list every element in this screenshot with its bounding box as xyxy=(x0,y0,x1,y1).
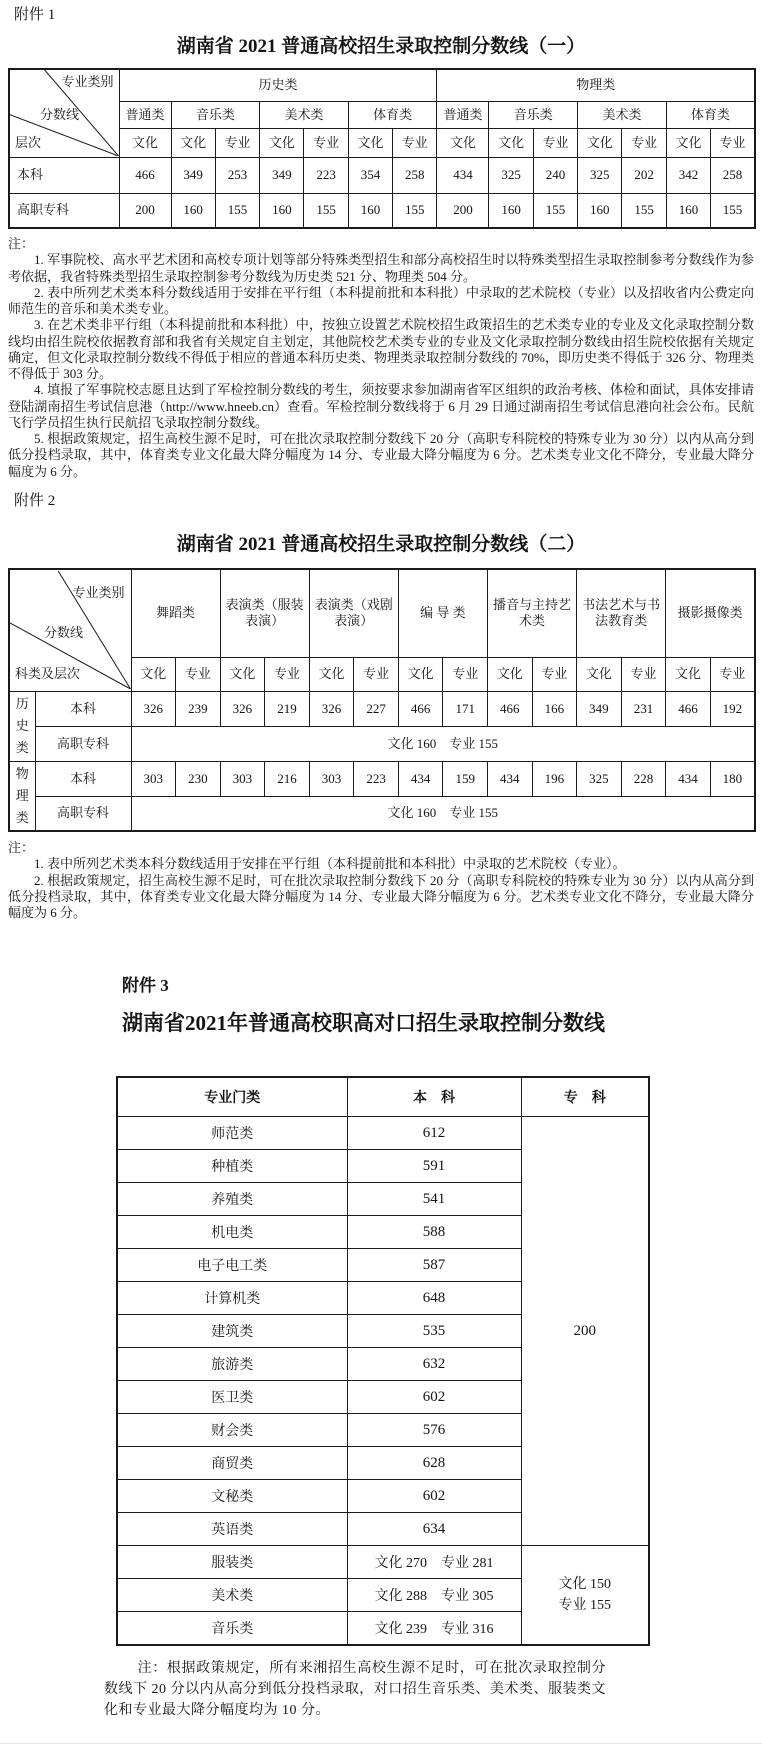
table2-category-header-row xyxy=(9,569,755,657)
score-cell: 434 xyxy=(398,761,443,796)
score-cell: 180 xyxy=(710,761,755,796)
category-cell: 服装类 xyxy=(117,1546,347,1579)
table2-notes xyxy=(8,840,754,921)
leaf-header-culture: 文化 xyxy=(578,128,622,157)
attachment1-label: 附件 1 xyxy=(14,7,56,23)
corner-label-scoreline: 分数线 xyxy=(40,107,80,123)
leaf-header-major: 专业 xyxy=(215,128,259,157)
table1-undergraduate-row xyxy=(9,157,755,193)
score-cell: 612 xyxy=(347,1117,521,1150)
score-cell: 223 xyxy=(354,761,399,796)
group-label-history: 历史类 xyxy=(9,691,35,761)
score-cell: 349 xyxy=(171,157,215,193)
table2-physics-undergraduate-row xyxy=(9,761,755,796)
score-cell: 166 xyxy=(532,691,577,726)
leaf-header-culture: 文化 xyxy=(260,128,304,157)
score-cell: 303 xyxy=(131,761,176,796)
score-cell: 196 xyxy=(532,761,577,796)
score-cell: 文化 288 专业 305 xyxy=(347,1579,521,1612)
table3-note: 注：根据政策规定，所有来湘招生高校生源不足时，可在批次录取控制分数线下 20 分以内从高分到低分投档录取，对口招生音乐类、美术类、服装类文化和专业最大降分幅度均为 10 分。 xyxy=(104,1660,606,1718)
score-cell: 258 xyxy=(393,157,437,193)
group-header-physics: 物理类 xyxy=(437,69,755,101)
leaf-header-culture: 文化 xyxy=(666,128,710,157)
leaf-header-major: 专业 xyxy=(354,657,399,691)
category-cell: 美术类 xyxy=(117,1579,347,1612)
row-label-college: 高职专科 xyxy=(35,796,131,831)
leaf-header-culture: 文化 xyxy=(348,128,392,157)
college-art-merged-cell xyxy=(521,1546,649,1645)
diagonal-header xyxy=(10,70,119,156)
document-page xyxy=(0,6,762,1744)
table1-leaf-header-row xyxy=(9,128,755,157)
score-cell: 216 xyxy=(265,761,310,796)
score-cell: 602 xyxy=(347,1381,521,1414)
leaf-header-major: 专业 xyxy=(304,128,348,157)
score-cell: 160 xyxy=(489,193,533,228)
col-header-college: 专 科 xyxy=(521,1077,649,1117)
score-cell: 227 xyxy=(354,691,399,726)
diagonal-header xyxy=(10,571,131,689)
score-cell: 632 xyxy=(347,1348,521,1381)
score-cell: 434 xyxy=(488,761,533,796)
category-cell: 文秘类 xyxy=(117,1480,347,1513)
category-cell: 机电类 xyxy=(117,1216,347,1249)
score-cell: 326 xyxy=(131,691,176,726)
note-item-1: 1. 军事院校、高水平艺术团和高校专项计划等部分特殊类型招生和部分高校招生时以特殊类型招生录取控制参考分数线作为参考依据，我省特殊类型招生录取控制参考分数线为历史类 521 分、物理类 504 分。 xyxy=(8,252,754,284)
score-cell: 171 xyxy=(443,691,488,726)
subgroup-header-art: 美术类 xyxy=(578,101,667,128)
score-cell: 325 xyxy=(577,761,622,796)
score-cell: 349 xyxy=(260,157,304,193)
score-cell: 648 xyxy=(347,1282,521,1315)
score-cell: 200 xyxy=(437,193,489,228)
score-cell: 160 xyxy=(171,193,215,228)
score-cell: 602 xyxy=(347,1480,521,1513)
col-header-undergraduate: 本 科 xyxy=(347,1077,521,1117)
category-cell: 音乐类 xyxy=(117,1612,347,1645)
score-cell: 303 xyxy=(309,761,354,796)
score-cell: 591 xyxy=(347,1150,521,1183)
score-cell: 文化 270 专业 281 xyxy=(347,1546,521,1579)
category-cell: 建筑类 xyxy=(117,1315,347,1348)
leaf-header-major: 专业 xyxy=(393,128,437,157)
score-cell: 325 xyxy=(489,157,533,193)
score-table-3 xyxy=(116,1076,650,1646)
score-cell: 155 xyxy=(711,193,755,228)
score-cell: 634 xyxy=(347,1513,521,1546)
score-cell: 160 xyxy=(578,193,622,228)
col-header-category: 专业门类 xyxy=(117,1077,347,1117)
category-cell: 英语类 xyxy=(117,1513,347,1546)
table1-corner-cell xyxy=(9,69,119,157)
table1-group-header-row xyxy=(9,69,755,101)
notes-label: 注： xyxy=(8,236,35,252)
category-header-biaoyan-fuzhuang: 表演类（服装表演） xyxy=(220,569,309,657)
score-cell: 326 xyxy=(220,691,265,726)
score-cell: 349 xyxy=(577,691,622,726)
leaf-header-major: 专业 xyxy=(176,657,221,691)
category-cell: 养殖类 xyxy=(117,1183,347,1216)
score-cell: 325 xyxy=(578,157,622,193)
score-cell: 253 xyxy=(215,157,259,193)
score-table-2 xyxy=(8,568,756,832)
table3-header-row xyxy=(117,1077,649,1117)
table2-physics-college-row xyxy=(9,796,755,831)
score-cell: 202 xyxy=(622,157,666,193)
leaf-header-culture: 文化 xyxy=(488,657,533,691)
attachment3-label: 附件 3 xyxy=(122,976,169,996)
corner-label-category: 专业类别 xyxy=(61,74,114,90)
table2-history-college-row xyxy=(9,726,755,761)
subgroup-header-pe: 体育类 xyxy=(348,101,437,128)
subgroup-header-music: 音乐类 xyxy=(171,101,260,128)
score-cell: 文化 239 专业 316 xyxy=(347,1612,521,1645)
score-cell: 230 xyxy=(176,761,221,796)
corner-label-category: 专业类别 xyxy=(72,585,125,601)
score-table-1 xyxy=(8,68,756,229)
note-item-1: 1. 表中所列艺术类本科分数线适用于安排在平行组（本科提前批和本科批）中录取的艺术院校（专业）。 xyxy=(34,856,626,872)
leaf-header-culture: 文化 xyxy=(171,128,215,157)
table2-history-undergraduate-row xyxy=(9,691,755,726)
corner-label-scoreline: 分数线 xyxy=(44,625,84,641)
category-header-wudao: 舞蹈类 xyxy=(131,569,220,657)
category-cell: 财会类 xyxy=(117,1414,347,1447)
score-cell: 223 xyxy=(304,157,348,193)
score-cell: 466 xyxy=(119,157,171,193)
subgroup-header-music: 音乐类 xyxy=(489,101,578,128)
note-item-5: 5. 根据政策规定，招生高校生源不足时，可在批次录取控制分数线下 20 分（高职专科院校的特殊专业为 30 分）以内从高分到低分投档录取，其中，体育类专业文化最大降分幅度为 14 分、专业最大降分幅度为 6 分。艺术类专业文化不降分，专业最大降分幅度为 6 分。 xyxy=(8,431,754,479)
score-cell: 239 xyxy=(176,691,221,726)
score-cell: 541 xyxy=(347,1183,521,1216)
leaf-header-culture: 文化 xyxy=(131,657,176,691)
note-item-2: 2. 根据政策规定，招生高校生源不足时，可在批次录取控制分数线下 20 分（高职专科院校的特殊专业为 30 分）以内从高分到低分投档录取，其中，体育类专业文化最大降分幅度为 14 分、专业最大降分幅度为 6 分。艺术类专业文化不降分，专业最大降分幅度为 6 分。 xyxy=(8,872,754,921)
category-header-biaoyan-xiju: 表演类（戏剧表演） xyxy=(309,569,398,657)
leaf-header-culture: 文化 xyxy=(577,657,622,691)
score-cell: 342 xyxy=(666,157,710,193)
category-cell: 医卫类 xyxy=(117,1381,347,1414)
score-cell: 258 xyxy=(711,157,755,193)
group-label-physics: 物理类 xyxy=(9,761,35,831)
score-cell: 200 xyxy=(119,193,171,228)
score-cell: 326 xyxy=(309,691,354,726)
subgroup-header-general: 普通类 xyxy=(119,101,171,128)
table1-subgroup-header-row xyxy=(9,101,755,128)
table1-college-row xyxy=(9,193,755,228)
leaf-header-major: 专业 xyxy=(443,657,488,691)
score-cell: 160 xyxy=(666,193,710,228)
table2-corner-cell xyxy=(9,569,131,691)
score-cell: 535 xyxy=(347,1315,521,1348)
score-cell: 576 xyxy=(347,1414,521,1447)
score-cell: 155 xyxy=(622,193,666,228)
score-cell: 192 xyxy=(710,691,755,726)
leaf-header-culture: 文化 xyxy=(220,657,265,691)
score-cell: 587 xyxy=(347,1249,521,1282)
attachment2-label: 附件 2 xyxy=(14,492,56,509)
corner-label-level: 科类及层次 xyxy=(15,666,81,682)
score-cell: 303 xyxy=(220,761,265,796)
category-cell: 师范类 xyxy=(117,1117,347,1150)
row-label-undergraduate: 本科 xyxy=(35,691,131,726)
category-cell: 旅游类 xyxy=(117,1348,347,1381)
category-header-biandao: 编 导 类 xyxy=(398,569,487,657)
score-cell: 155 xyxy=(215,193,259,228)
score-cell: 434 xyxy=(437,157,489,193)
leaf-header-culture: 文化 xyxy=(437,128,489,157)
table3-row xyxy=(117,1546,649,1579)
score-cell: 354 xyxy=(348,157,392,193)
score-cell: 628 xyxy=(347,1447,521,1480)
note-item-2: 2. 表中所列艺术类本科分数线适用于安排在平行组（本科提前批和本科批）中录取的艺术院校（专业）以及招收省内公费定向师范生的音乐和美术类专业。 xyxy=(8,284,754,317)
category-cell: 种植类 xyxy=(117,1150,347,1183)
category-cell: 商贸类 xyxy=(117,1447,347,1480)
subgroup-header-general: 普通类 xyxy=(437,101,489,128)
leaf-header-major: 专业 xyxy=(711,128,755,157)
score-cell: 466 xyxy=(666,691,711,726)
notes-label: 注： xyxy=(8,840,35,856)
leaf-header-major: 专业 xyxy=(532,657,577,691)
category-cell: 计算机类 xyxy=(117,1282,347,1315)
score-cell: 155 xyxy=(533,193,577,228)
college-art-major: 专业 155 xyxy=(558,1597,611,1613)
score-cell: 466 xyxy=(398,691,443,726)
score-cell: 434 xyxy=(666,761,711,796)
score-cell: 155 xyxy=(393,193,437,228)
leaf-header-major: 专业 xyxy=(710,657,755,691)
score-cell: 159 xyxy=(443,761,488,796)
table1-notes xyxy=(8,236,754,480)
category-cell: 电子电工类 xyxy=(117,1249,347,1282)
college-merged-cell: 200 xyxy=(521,1117,649,1546)
college-art-culture: 文化 150 xyxy=(558,1576,611,1592)
row-label-college: 高职专科 xyxy=(9,193,119,228)
score-cell: 228 xyxy=(621,761,666,796)
leaf-header-culture: 文化 xyxy=(489,128,533,157)
score-cell: 231 xyxy=(621,691,666,726)
score-cell: 466 xyxy=(488,691,533,726)
leaf-header-culture: 文化 xyxy=(398,657,443,691)
leaf-header-major: 专业 xyxy=(622,128,666,157)
leaf-header-culture: 文化 xyxy=(309,657,354,691)
row-label-undergraduate: 本科 xyxy=(35,761,131,796)
note-item-4: 4. 填报了军事院校志愿且达到了军检控制分数线的考生，须按要求参加湖南省军区组织的政治考核、体检和面试，具体安排请登陆湖南招生考试信息港（http://www.hneeb.cn）查看。军检控制分数线将于 6 月 29 日通过湖南招生考试信息港向社会公布。民航飞行学员招生执行民航招飞录取控制分数线。 xyxy=(8,382,754,430)
row-label-undergraduate: 本科 xyxy=(9,157,119,193)
score-cell: 160 xyxy=(260,193,304,228)
table3-title: 湖南省2021年普通高校职高对口招生录取控制分数线 xyxy=(122,1011,605,1036)
corner-label-level: 层次 xyxy=(15,135,42,151)
leaf-header-major: 专业 xyxy=(621,657,666,691)
category-header-sheying: 摄影摄像类 xyxy=(666,569,755,657)
table2-title: 湖南省 2021 普通高校招生录取控制分数线（二） xyxy=(176,534,586,556)
table1-title: 湖南省 2021 普通高校招生录取控制分数线（一） xyxy=(176,35,586,57)
score-cell: 160 xyxy=(348,193,392,228)
subgroup-header-art: 美术类 xyxy=(260,101,349,128)
note-item-3: 3. 在艺术类非平行组（本科提前批和本科批）中，按独立设置艺术院校招生政策招生的艺术类专业的专业及文化录取控制分数线均由招生院校依据教育部和我省有关规定自主划定，其他院校艺术类专业的专业及文化录取控制分数线由招生院校依据有关规定确定，但文化录取控制分数线不得低于相应的普通本科历史类、物理类录取控制分数线的 70%，即历史类不得低于 326 分、物理类不得低于 303 分。 xyxy=(8,317,754,382)
category-header-boyin: 播音与主持艺术类 xyxy=(488,569,577,657)
leaf-header-major: 专业 xyxy=(533,128,577,157)
group-header-history: 历史类 xyxy=(119,69,437,101)
row-label-college: 高职专科 xyxy=(35,726,131,761)
score-cell: 219 xyxy=(265,691,310,726)
table3-row xyxy=(117,1117,649,1150)
subgroup-header-pe: 体育类 xyxy=(666,101,755,128)
score-cell: 240 xyxy=(533,157,577,193)
leaf-header-major: 专业 xyxy=(265,657,310,691)
category-header-shufa: 书法艺术与书法教育类 xyxy=(577,569,666,657)
score-cell: 155 xyxy=(304,193,348,228)
merged-score-cell: 文化 160 专业 155 xyxy=(131,726,755,761)
leaf-header-culture: 文化 xyxy=(666,657,711,691)
leaf-header-culture: 文化 xyxy=(119,128,171,157)
merged-score-cell: 文化 160 专业 155 xyxy=(131,796,755,831)
score-cell: 588 xyxy=(347,1216,521,1249)
